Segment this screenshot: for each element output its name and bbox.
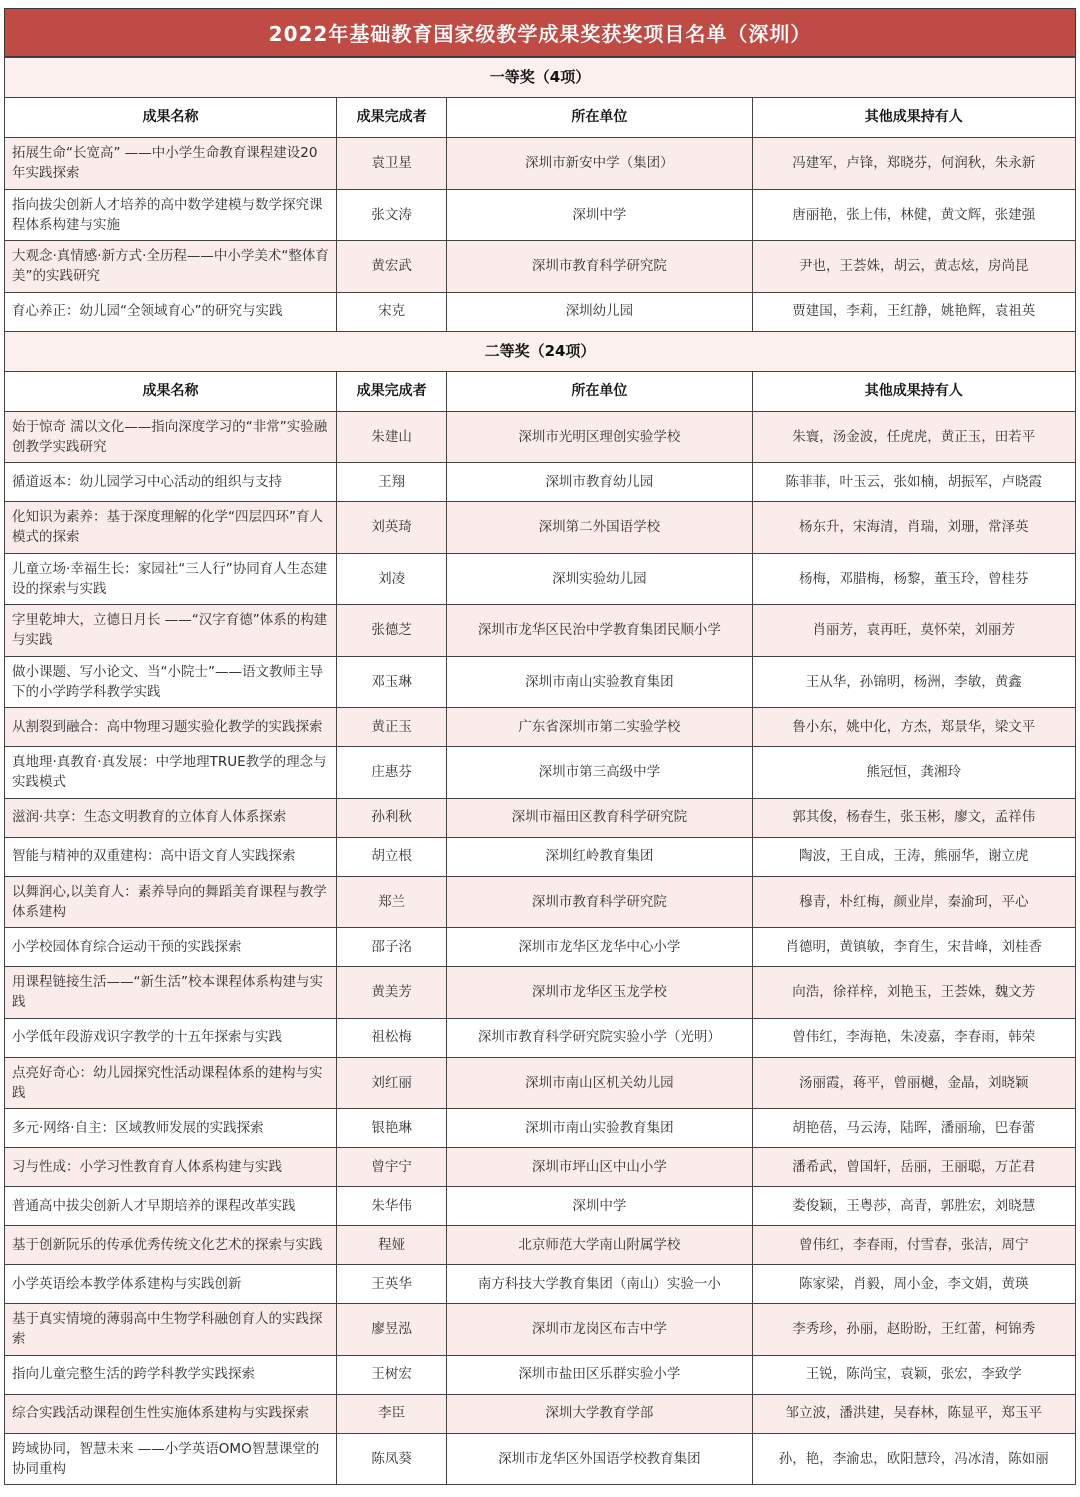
unit-cell: 深圳市南山实验教育集团 <box>447 656 752 708</box>
achievement-name-cell: 综合实践活动课程创生性实施体系建构与实践探索 <box>5 1394 337 1433</box>
holders-cell: 陈家梁，肖毅，周小金，李文娟，黄瑛 <box>752 1265 1075 1304</box>
achievement-name-cell: 循道返本：幼儿园学习中心活动的组织与支持 <box>5 463 337 502</box>
table-row <box>5 928 1076 967</box>
achievement-name-cell: 字里乾坤大，立德日月长 ——“汉字育德”体系的构建与实践 <box>5 605 337 657</box>
achievement-name-cell: 化知识为素养：基于深度理解的化学“四层四环”育人模式的探索 <box>5 502 337 554</box>
completer-cell: 朱建山 <box>337 411 447 463</box>
column-header: 成果完成者 <box>337 371 447 411</box>
table-row <box>5 502 1076 554</box>
achievement-name-cell: 指向拔尖创新人才培养的高中数学建模与数学探究课程体系构建与实施 <box>5 189 337 241</box>
completer-cell: 邵子洺 <box>337 928 447 967</box>
section-label: 二等奖（24项） <box>5 331 1076 371</box>
completer-cell: 张文涛 <box>337 189 447 241</box>
table-row <box>5 1187 1076 1226</box>
achievement-name-cell: 基于创新阮乐的传承优秀传统文化艺术的探索与实践 <box>5 1226 337 1265</box>
table-row <box>5 837 1076 876</box>
unit-cell: 深圳市第三高级中学 <box>447 747 752 799</box>
holders-cell: 李秀珍，孙丽，赵盼盼，王红蕾，柯锦秀 <box>752 1304 1075 1356</box>
holders-cell: 曾伟红，李海艳，朱凌嘉，李春雨，韩荣 <box>752 1018 1075 1057</box>
holders-cell: 穆青，朴红梅，颜业岸，秦渝珂，平心 <box>752 876 1075 928</box>
section-band <box>5 58 1076 98</box>
holders-cell: 曾伟红，李春雨，付雪春，张洁，周宁 <box>752 1226 1075 1265</box>
unit-cell: 深圳市福田区教育科学研究院 <box>447 798 752 837</box>
table-row <box>5 411 1076 463</box>
column-header: 所在单位 <box>447 98 752 138</box>
table-row <box>5 463 1076 502</box>
achievement-name-cell: 滋润·共享：生态文明教育的立体育人体系探索 <box>5 798 337 837</box>
unit-cell: 深圳市教育科学研究院实验小学（光明） <box>447 1018 752 1057</box>
unit-cell: 广东省深圳市第二实验学校 <box>447 708 752 747</box>
holders-cell: 冯建军，卢锋，郑晓芬，何润秋，朱永新 <box>752 138 1075 190</box>
achievement-name-cell: 从割裂到融合：高中物理习题实验化教学的实践探索 <box>5 708 337 747</box>
unit-cell: 深圳市教育科学研究院 <box>447 241 752 293</box>
unit-cell: 北京师范大学南山附属学校 <box>447 1226 752 1265</box>
unit-cell: 深圳市龙华区外国语学校教育集团 <box>447 1433 752 1485</box>
completer-cell: 刘英琦 <box>337 502 447 554</box>
holders-cell: 潘希武，曾国轩，岳丽，王丽聪，万芷君 <box>752 1148 1075 1187</box>
holders-cell: 杨梅，邓腊梅，杨黎，董玉玲，曾桂芬 <box>752 553 1075 605</box>
table-row <box>5 708 1076 747</box>
completer-cell: 郑兰 <box>337 876 447 928</box>
section-label: 一等奖（4项） <box>5 58 1076 98</box>
unit-cell: 深圳市龙华区玉龙学校 <box>447 967 752 1019</box>
holders-cell: 娄俊颖，王粤莎，高青，郭胜宏，刘晓慧 <box>752 1187 1075 1226</box>
table-row <box>5 1394 1076 1433</box>
unit-cell: 深圳实验幼儿园 <box>447 553 752 605</box>
column-header: 所在单位 <box>447 371 752 411</box>
unit-cell: 深圳市新安中学（集团） <box>447 138 752 190</box>
unit-cell: 深圳市南山实验教育集团 <box>447 1109 752 1148</box>
unit-cell: 深圳市盐田区乐群实验小学 <box>447 1355 752 1394</box>
unit-cell: 深圳市坪山区中山小学 <box>447 1148 752 1187</box>
holders-cell: 王锐，陈尚宝，袁颖，张宏，李致学 <box>752 1355 1075 1394</box>
header-row <box>5 98 1076 138</box>
table-row <box>5 1057 1076 1109</box>
achievement-name-cell: 始于惊奇 濡以文化——指向深度学习的“非常”实验融创教学实践研究 <box>5 411 337 463</box>
completer-cell: 王翔 <box>337 463 447 502</box>
table-row <box>5 241 1076 293</box>
holders-cell: 陶波，王自成，王涛，熊丽华，谢立虎 <box>752 837 1075 876</box>
table-row <box>5 967 1076 1019</box>
section-band <box>5 331 1076 371</box>
completer-cell: 廖昱泓 <box>337 1304 447 1356</box>
completer-cell: 黄正玉 <box>337 708 447 747</box>
holders-cell: 熊冠恒，龚湘玲 <box>752 747 1075 799</box>
completer-cell: 祖松梅 <box>337 1018 447 1057</box>
achievement-name-cell: 智能与精神的双重建构：高中语文育人实践探索 <box>5 837 337 876</box>
table-row <box>5 1226 1076 1265</box>
table-row <box>5 605 1076 657</box>
achievement-name-cell: 小学英语绘本教学体系建构与实践创新 <box>5 1265 337 1304</box>
completer-cell: 庄惠芬 <box>337 747 447 799</box>
table-row <box>5 1355 1076 1394</box>
table-row <box>5 747 1076 799</box>
holders-cell: 陈菲菲，叶玉云，张如楠，胡振军，卢晓霞 <box>752 463 1075 502</box>
holders-cell: 邹立波，潘洪建，吴春林，陈显平，郑玉平 <box>752 1394 1075 1433</box>
achievement-name-cell: 做小课题、写小论文、当“小院士”——语文教师主导下的小学跨学科教学实践 <box>5 656 337 708</box>
holders-cell: 鲁小东，姚中化，方杰，郑景华，梁文平 <box>752 708 1075 747</box>
completer-cell: 李臣 <box>337 1394 447 1433</box>
table-row <box>5 1148 1076 1187</box>
completer-cell: 王树宏 <box>337 1355 447 1394</box>
completer-cell: 程娅 <box>337 1226 447 1265</box>
achievement-name-cell: 真地理·真教育·真发展：中学地理TRUE教学的理念与实践模式 <box>5 747 337 799</box>
holders-cell: 向浩，徐祥梓，刘艳玉，王荟姝，魏文芳 <box>752 967 1075 1019</box>
unit-cell: 深圳市龙华区龙华中心小学 <box>447 928 752 967</box>
table-row <box>5 1109 1076 1148</box>
unit-cell: 南方科技大学教育集团（南山）实验一小 <box>447 1265 752 1304</box>
table-row <box>5 1018 1076 1057</box>
table-row <box>5 798 1076 837</box>
column-header: 其他成果持有人 <box>752 98 1075 138</box>
column-header: 成果名称 <box>5 98 337 138</box>
achievement-name-cell: 小学低年段游戏识字教学的十五年探索与实践 <box>5 1018 337 1057</box>
completer-cell: 黄宏武 <box>337 241 447 293</box>
completer-cell: 曾宇宁 <box>337 1148 447 1187</box>
table-row <box>5 1265 1076 1304</box>
achievement-name-cell: 育心养正：幼儿园“全领域育心”的研究与实践 <box>5 292 337 331</box>
holders-cell: 肖德明，黄镇敏，李育生，宋昔峰，刘桂香 <box>752 928 1075 967</box>
completer-cell: 胡立根 <box>337 837 447 876</box>
unit-cell: 深圳市龙岗区布吉中学 <box>447 1304 752 1356</box>
achievement-name-cell: 普通高中拔尖创新人才早期培养的课程改革实践 <box>5 1187 337 1226</box>
achievement-name-cell: 指向儿童完整生活的跨学科教学实践探索 <box>5 1355 337 1394</box>
unit-cell: 深圳中学 <box>447 189 752 241</box>
table-row <box>5 292 1076 331</box>
completer-cell: 银艳琳 <box>337 1109 447 1148</box>
awards-table <box>4 57 1076 1485</box>
holders-cell: 汤丽霞，蒋平，曾丽樾，金晶，刘晓颖 <box>752 1057 1075 1109</box>
unit-cell: 深圳市教育幼儿园 <box>447 463 752 502</box>
unit-cell: 深圳幼儿园 <box>447 292 752 331</box>
holders-cell: 肖丽芳，袁再旺，莫怀荣，刘丽芳 <box>752 605 1075 657</box>
page-title: 2022年基础教育国家级教学成果奖获奖项目名单（深圳） <box>4 8 1076 57</box>
unit-cell: 深圳中学 <box>447 1187 752 1226</box>
header-row <box>5 371 1076 411</box>
unit-cell: 深圳市教育科学研究院 <box>447 876 752 928</box>
table-row <box>5 656 1076 708</box>
unit-cell: 深圳市龙华区民治中学教育集团民顺小学 <box>447 605 752 657</box>
unit-cell: 深圳大学教育学部 <box>447 1394 752 1433</box>
achievement-name-cell: 基于真实情境的薄弱高中生物学科融创育人的实践探索 <box>5 1304 337 1356</box>
completer-cell: 袁卫星 <box>337 138 447 190</box>
holders-cell: 郭其俊，杨春生，张玉彬，廖文，孟祥伟 <box>752 798 1075 837</box>
achievement-name-cell: 小学校园体育综合运动干预的实践探索 <box>5 928 337 967</box>
completer-cell: 孙利秋 <box>337 798 447 837</box>
completer-cell: 王英华 <box>337 1265 447 1304</box>
achievement-name-cell: 用课程链接生活——“新生活”校本课程体系构建与实践 <box>5 967 337 1019</box>
holders-cell: 朱寰，汤金波，任虎虎，黄正玉，田若平 <box>752 411 1075 463</box>
unit-cell: 深圳市南山区机关幼儿园 <box>447 1057 752 1109</box>
unit-cell: 深圳红岭教育集团 <box>447 837 752 876</box>
completer-cell: 刘红丽 <box>337 1057 447 1109</box>
achievement-name-cell: 大观念·真情感·新方式·全历程——中小学美术“整体育美”的实践研究 <box>5 241 337 293</box>
holders-cell: 孙，艳，李渝忠，欧阳慧玲，冯冰清，陈如丽 <box>752 1433 1075 1485</box>
unit-cell: 深圳市光明区理创实验学校 <box>447 411 752 463</box>
unit-cell: 深圳第二外国语学校 <box>447 502 752 554</box>
achievement-name-cell: 跨域协同，智慧未来 ——小学英语OMO智慧课堂的协同重构 <box>5 1433 337 1485</box>
column-header: 成果名称 <box>5 371 337 411</box>
achievement-name-cell: 点亮好奇心：幼儿园探究性活动课程体系的建构与实践 <box>5 1057 337 1109</box>
holders-cell: 胡艳蓓，马云涛，陆晖，潘丽瑜，巴春蕾 <box>752 1109 1075 1148</box>
holders-cell: 杨东升，宋海清，肖瑞，刘珊，常泽英 <box>752 502 1075 554</box>
achievement-name-cell: 以舞润心,以美育人：素养导向的舞蹈美育课程与教学体系建构 <box>5 876 337 928</box>
table-row <box>5 876 1076 928</box>
completer-cell: 刘凌 <box>337 553 447 605</box>
completer-cell: 宋克 <box>337 292 447 331</box>
holders-cell: 王从华，孙锦明，杨洲，李敏，黄鑫 <box>752 656 1075 708</box>
completer-cell: 邓玉琳 <box>337 656 447 708</box>
achievement-name-cell: 拓展生命“长宽高” ——中小学生命教育课程建设20年实践探索 <box>5 138 337 190</box>
achievement-name-cell: 习与性成：小学习性教育育人体系构建与实践 <box>5 1148 337 1187</box>
completer-cell: 黄美芳 <box>337 967 447 1019</box>
completer-cell: 朱华伟 <box>337 1187 447 1226</box>
column-header: 成果完成者 <box>337 98 447 138</box>
holders-cell: 唐丽艳，张上伟，林健，黄文辉，张建强 <box>752 189 1075 241</box>
completer-cell: 张德芝 <box>337 605 447 657</box>
table-row <box>5 138 1076 190</box>
table-row <box>5 189 1076 241</box>
table-row <box>5 1304 1076 1356</box>
achievement-name-cell: 多元·网络·自主：区域教师发展的实践探索 <box>5 1109 337 1148</box>
completer-cell: 陈凤葵 <box>337 1433 447 1485</box>
column-header: 其他成果持有人 <box>752 371 1075 411</box>
holders-cell: 贾建国，李莉，王红静，姚艳辉，袁祖英 <box>752 292 1075 331</box>
achievement-name-cell: 儿童立场·幸福生长：家园社“三人行”协同育人生态建设的探索与实践 <box>5 553 337 605</box>
table-row <box>5 553 1076 605</box>
holders-cell: 尹也，王荟姝，胡云，黄志炫，房尚昆 <box>752 241 1075 293</box>
table-row <box>5 1433 1076 1485</box>
